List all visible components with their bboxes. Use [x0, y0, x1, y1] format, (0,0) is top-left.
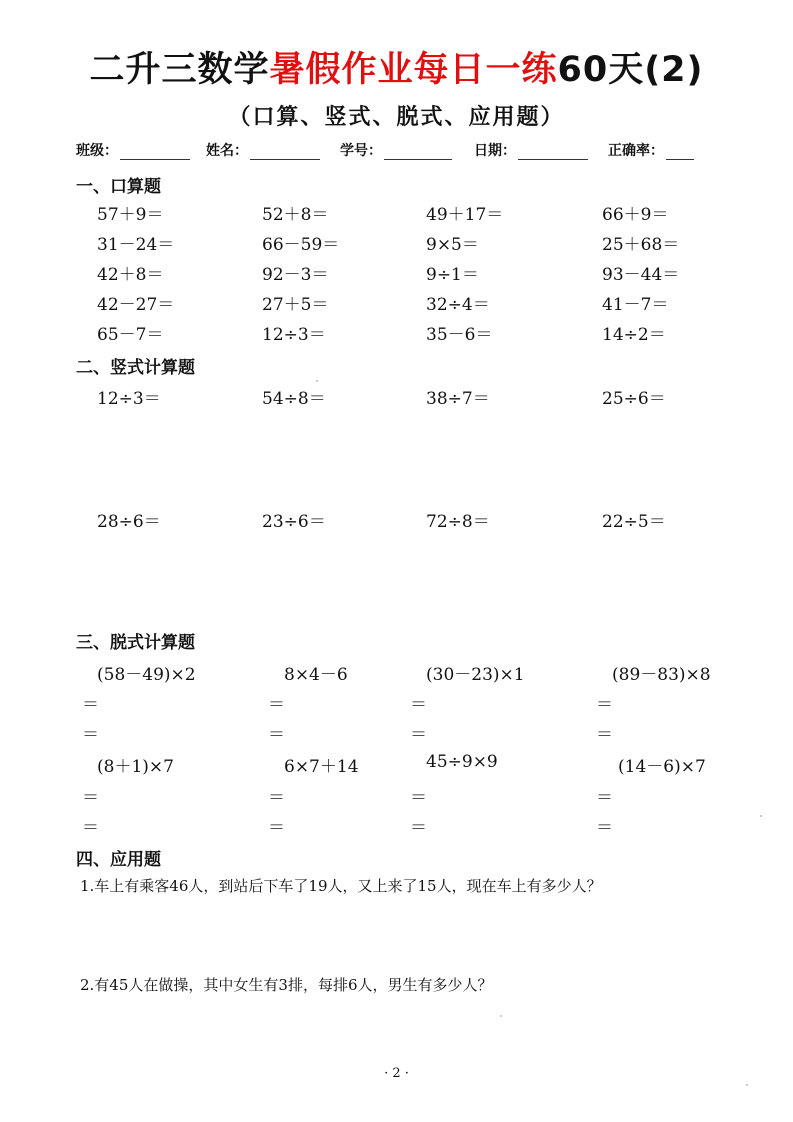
problem: 41－7＝ [602, 295, 669, 315]
equals-line: ＝ [268, 818, 285, 838]
class-field: 班级： [76, 140, 190, 160]
problem: (14－6)×7 [618, 757, 706, 777]
student-no-blank [384, 143, 452, 160]
problem: 35－6＝ [426, 325, 493, 345]
problem: 72÷8＝ [426, 512, 490, 532]
section3-heading: 三、脱式计算题 [76, 633, 195, 653]
scan-speck [316, 380, 318, 382]
problem: 42＋8＝ [97, 265, 164, 285]
problem: 38÷7＝ [426, 389, 490, 409]
problem: 6×7＋14 [284, 757, 359, 777]
section4-heading: 四、应用题 [76, 850, 161, 870]
problem: 54÷8＝ [262, 389, 326, 409]
problem: (89－83)×8 [612, 665, 711, 685]
scan-speck [760, 815, 762, 817]
name-blank [250, 143, 320, 160]
problem: 25＋68＝ [602, 235, 680, 255]
problem: 22÷5＝ [602, 512, 666, 532]
problem: 42－27＝ [97, 295, 175, 315]
accuracy-field: 正确率： [608, 140, 694, 160]
equals-line: ＝ [410, 725, 427, 745]
equals-line: ＝ [410, 788, 427, 808]
page-number: · 2 · [384, 1066, 409, 1081]
equals-line: ＝ [596, 695, 613, 715]
equals-line: ＝ [410, 695, 427, 715]
class-blank [120, 143, 190, 160]
equals-line: ＝ [268, 788, 285, 808]
page-title [0, 42, 793, 92]
equals-line: ＝ [82, 725, 99, 745]
word-problem: 2.有45人在做操，其中女生有3排，每排6人，男生有多少人？ [80, 976, 493, 994]
problem: 12÷3＝ [262, 325, 326, 345]
problem: 25÷6＝ [602, 389, 666, 409]
problem: 57＋9＝ [97, 205, 164, 225]
equals-line: ＝ [410, 818, 427, 838]
problem: 92－3＝ [262, 265, 329, 285]
problem: 52＋8＝ [262, 205, 329, 225]
problem: 31－24＝ [97, 235, 175, 255]
accuracy-blank [666, 143, 694, 160]
problem: 49＋17＝ [426, 205, 504, 225]
problem: 66－59＝ [262, 235, 340, 255]
word-problem: 1.车上有乘客46人，到站后下车了19人，又上来了15人，现在车上有多少人？ [80, 877, 602, 895]
problem: (30－23)×1 [426, 665, 525, 685]
equals-line: ＝ [596, 788, 613, 808]
problem: 9÷1＝ [426, 265, 479, 285]
problem: 66＋9＝ [602, 205, 669, 225]
problem: 32÷4＝ [426, 295, 490, 315]
equals-line: ＝ [82, 788, 99, 808]
problem: 14÷2＝ [602, 325, 666, 345]
problem: 93－44＝ [602, 265, 680, 285]
problem: 27＋5＝ [262, 295, 329, 315]
equals-line: ＝ [596, 818, 613, 838]
equals-line: ＝ [596, 725, 613, 745]
problem: 45÷9×9 [426, 752, 498, 772]
problem: 9×5＝ [426, 235, 479, 255]
problem: 65－7＝ [97, 325, 164, 345]
section1-heading: 一、口算题 [76, 177, 161, 197]
student-no-field: 学号： [340, 140, 452, 160]
date-field: 日期： [474, 140, 588, 160]
section2-heading: 二、竖式计算题 [76, 358, 195, 378]
title-days-part: 60天(2) [557, 50, 704, 90]
problem: 12÷3＝ [97, 389, 161, 409]
equals-line: ＝ [268, 695, 285, 715]
scan-speck [746, 1084, 748, 1086]
problem: (8＋1)×7 [97, 757, 174, 777]
name-field: 姓名： [206, 140, 320, 160]
problem: 23÷6＝ [262, 512, 326, 532]
problem: 8×4－6 [284, 665, 348, 685]
scan-speck [500, 1015, 502, 1017]
problem: 28÷6＝ [97, 512, 161, 532]
date-blank [518, 143, 588, 160]
title-red-part: 暑假作业每日一练 [269, 50, 558, 90]
problem: (58－49)×2 [97, 665, 196, 685]
equals-line: ＝ [82, 818, 99, 838]
title-black-part: 二升三数学 [89, 50, 270, 90]
equals-line: ＝ [268, 725, 285, 745]
equals-line: ＝ [82, 695, 99, 715]
page-subtitle: （口算、竖式、脱式、应用题） [228, 105, 565, 130]
